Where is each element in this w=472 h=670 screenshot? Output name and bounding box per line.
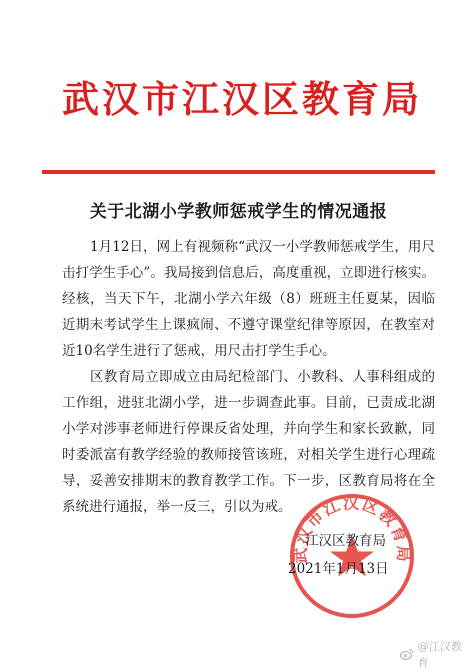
red-divider-line bbox=[42, 170, 435, 174]
signature-date: 2021年1月13日 bbox=[288, 561, 389, 577]
weibo-icon bbox=[400, 648, 414, 660]
document-title: 关于北湖小学教师惩戒学生的情况通报 bbox=[89, 202, 388, 222]
seal-text: 武汉市江汉区教育局 bbox=[290, 493, 414, 564]
body-paragraph-2: 区教育局立即成立由局纪检部门、小教科、人事科组成的工作组，进驻北湖小学，进一步调查此事。目前，已责成北湖小学对涉事老师进行停课反省处理，并向学生和家长致歉，同时委派富有教学经验的教师接管该班，对相关学生进行心理疏导，妥善安排期末的教育教学工作。下一步，区教育局将在全系统进行通报，举一反三，引以为戒。 bbox=[62, 369, 435, 515]
official-seal-stamp bbox=[286, 490, 418, 622]
watermark-text: @江汉教育 bbox=[417, 640, 462, 669]
letterhead-org-name: 武汉市江汉区教育局 bbox=[62, 78, 422, 121]
signature-organization: 江汉区教育局 bbox=[305, 533, 386, 549]
body-paragraph-1: 1月12日，网上有视频称“武汉一小学教师惩戒学生，用尺击打学生手心”。我局接到信息后，高度重视，立即进行核实。经核，当天下午，北湖小学六年级（8）班班主任夏某，因临近期末考试学生上课疯闹、不遵守课堂纪律等原因，在教室对近10名学生进行了惩戒，用尺击打学生手心。 bbox=[62, 239, 435, 359]
weibo-watermark bbox=[400, 638, 472, 670]
